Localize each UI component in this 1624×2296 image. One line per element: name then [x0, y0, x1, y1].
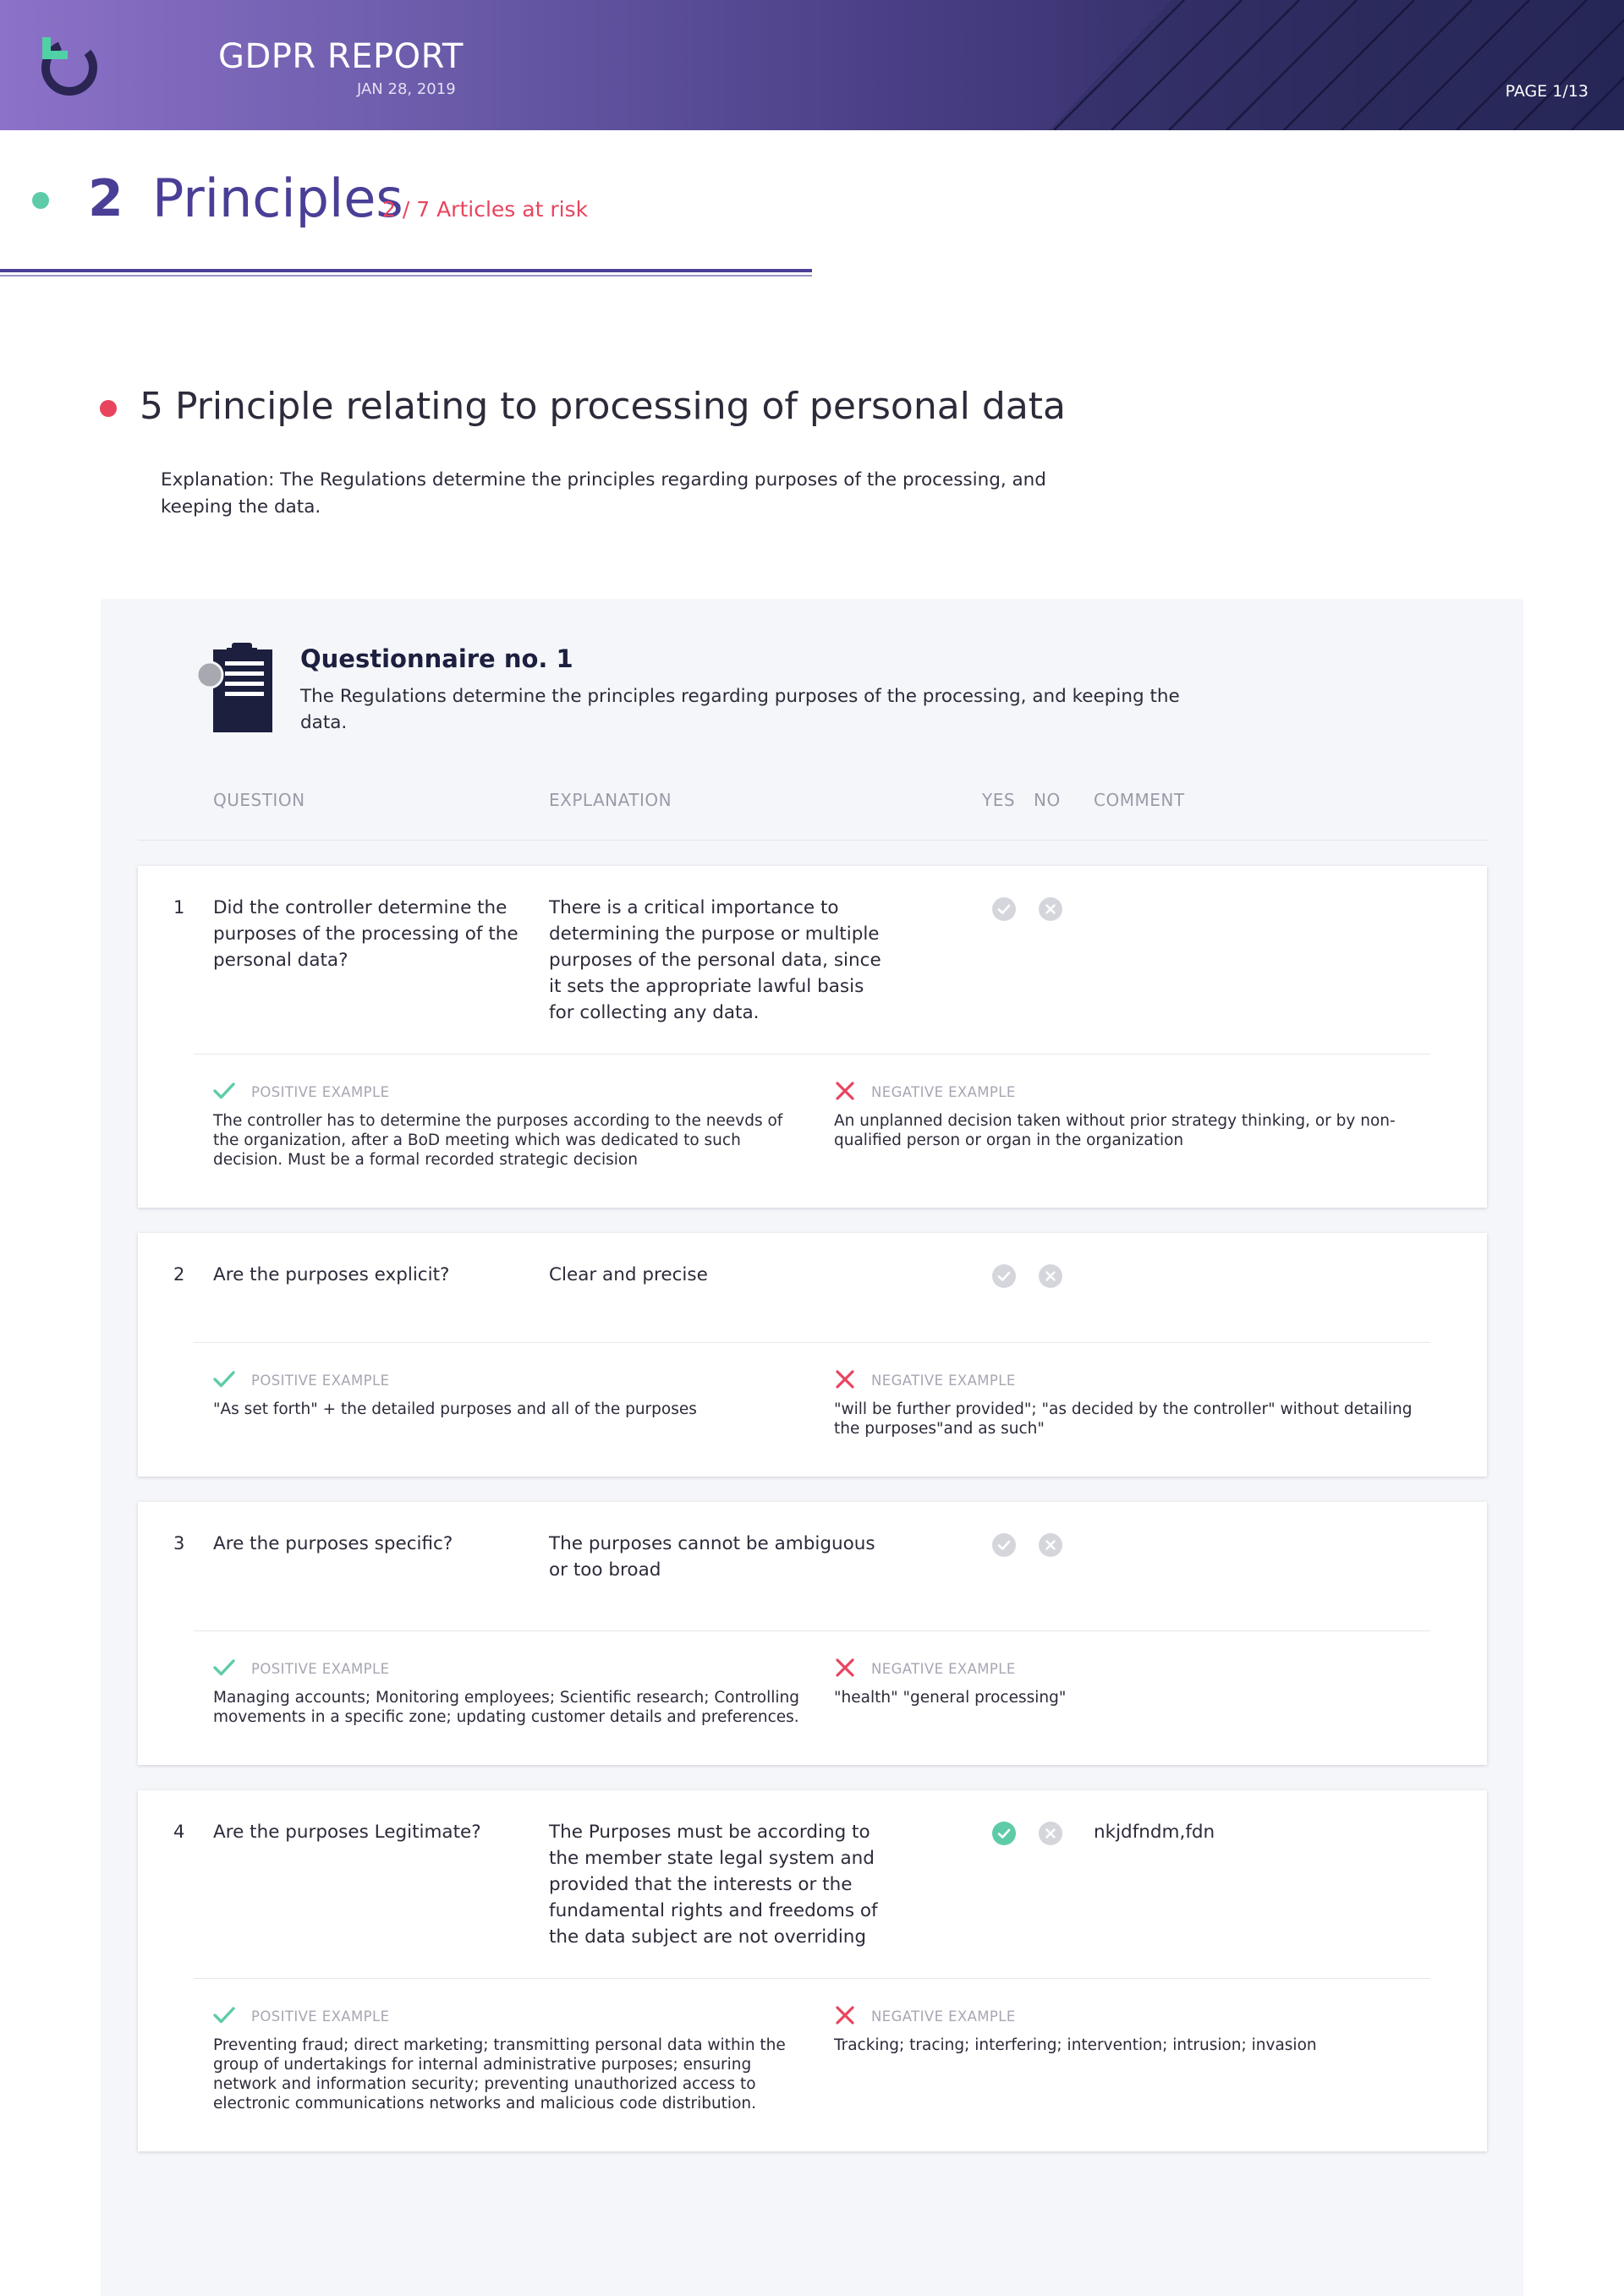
negative-cross-icon: [834, 2006, 856, 2025]
question-explanation: Clear and precise: [549, 1264, 708, 1285]
column-header-no: NO: [1034, 790, 1061, 810]
card-divider: [194, 1342, 1430, 1343]
positive-example-label: POSITIVE EXAMPLE: [251, 2008, 390, 2025]
no-cross-icon[interactable]: [1039, 1822, 1062, 1845]
section-risk-count: 2 / 7 Articles at risk: [382, 197, 589, 222]
question-number: 1: [173, 897, 185, 918]
yes-check-icon[interactable]: [992, 1264, 1016, 1288]
positive-check-icon: [213, 1082, 235, 1100]
yes-check-icon-selected[interactable]: [992, 1822, 1016, 1845]
positive-example-label: POSITIVE EXAMPLE: [251, 1373, 390, 1389]
article-risk-dot: [100, 400, 117, 417]
column-header-question: QUESTION: [213, 790, 305, 810]
column-header-explanation: EXPLANATION: [549, 790, 672, 810]
negative-example-text: "will be further provided"; "as decided by the controller" without detailing the purposes"and as such": [834, 1400, 1413, 1438]
no-cross-icon[interactable]: [1039, 1533, 1062, 1557]
question-text: Did the controller determine the purposes of the processing of the personal data?: [213, 897, 518, 971]
question-explanation: There is a critical importance to determining the purpose or multiple purposes of the personal data, since it sets the appropriate lawful basis for collecting any data.: [549, 897, 881, 1023]
article-title: 5 Principle relating to processing of personal data: [140, 385, 1066, 428]
positive-example-text: The controller has to determine the purposes according to the neevds of the organization, after a BoD meeting which was dedicated to such decision. Must be a formal recorded strategic decision: [213, 1112, 783, 1169]
report-header: [0, 0, 1624, 130]
negative-example-text: Tracking; tracing; interfering; intervention; intrusion; invasion: [834, 2036, 1317, 2054]
card-divider: [194, 1978, 1430, 1979]
negative-example-text: "health" "general processing": [834, 1689, 1067, 1707]
question-card: [138, 1790, 1487, 2151]
positive-example-text: "As set forth" + the detailed purposes and all of the purposes: [213, 1400, 697, 1418]
company-logo-icon: [34, 32, 100, 98]
section-status-dot: [32, 192, 49, 209]
question-text: Are the purposes specific?: [213, 1533, 453, 1554]
section-divider: [0, 269, 812, 272]
card-divider: [194, 1054, 1430, 1055]
column-header-divider: [138, 840, 1487, 841]
positive-example-label: POSITIVE EXAMPLE: [251, 1661, 390, 1677]
report-title: GDPR REPORT: [218, 37, 464, 76]
section-title: Principles: [152, 167, 403, 229]
question-comment: nkjdfndm,fdn: [1094, 1822, 1215, 1843]
yes-check-icon[interactable]: [992, 897, 1016, 921]
positive-example-text: Managing accounts; Monitoring employees; Scientific research; Controlling movements in a specific zone; updating customer details and preferences.: [213, 1689, 799, 1726]
positive-check-icon: [213, 2006, 235, 2025]
negative-example-text: An unplanned decision taken without prior strategy thinking, or by non-qualified person or organ in the organization: [834, 1112, 1396, 1149]
yes-check-icon[interactable]: [992, 1533, 1016, 1557]
positive-check-icon: [213, 1658, 235, 1677]
question-text: Are the purposes Legitimate?: [213, 1822, 481, 1843]
negative-example-label: NEGATIVE EXAMPLE: [871, 2008, 1016, 2025]
question-number: 4: [173, 1822, 185, 1842]
question-card: [138, 1502, 1487, 1765]
positive-example-label: POSITIVE EXAMPLE: [251, 1084, 390, 1100]
card-divider: [194, 1630, 1430, 1631]
negative-cross-icon: [834, 1082, 856, 1100]
column-header-comment: COMMENT: [1094, 790, 1185, 810]
question-card: [138, 866, 1487, 1208]
question-number: 3: [173, 1533, 185, 1553]
clipboard-icon: [196, 643, 274, 732]
report-date: JAN 28, 2019: [357, 80, 456, 98]
question-explanation: The purposes cannot be ambiguous or too broad: [549, 1533, 875, 1581]
negative-example-label: NEGATIVE EXAMPLE: [871, 1661, 1016, 1677]
questionnaire-title: Questionnaire no. 1: [300, 644, 573, 673]
negative-cross-icon: [834, 1658, 856, 1677]
questionnaire-description: The Regulations determine the principles regarding purposes of the processing, and keeping the data.: [300, 686, 1180, 733]
question-number: 2: [173, 1264, 185, 1285]
page-indicator: PAGE 1/13: [1505, 82, 1588, 101]
section-number: 2: [88, 169, 123, 228]
question-card: [138, 1233, 1487, 1477]
no-cross-icon[interactable]: [1039, 897, 1062, 921]
positive-example-text: Preventing fraud; direct marketing; transmitting personal data within the group of undertakings for internal administrative purposes; ensuring network and information security; preventing unauthorized access to electronic communications networks and malicious code distribution.: [213, 2036, 786, 2112]
article-explanation: Explanation: The Regulations determine the principles regarding purposes of the processing, and keeping the data.: [161, 469, 1046, 518]
positive-check-icon: [213, 1370, 235, 1389]
no-cross-icon[interactable]: [1039, 1264, 1062, 1288]
question-text: Are the purposes explicit?: [213, 1264, 450, 1285]
section-divider-thin: [0, 275, 812, 277]
negative-example-label: NEGATIVE EXAMPLE: [871, 1373, 1016, 1389]
question-explanation: The Purposes must be according to the member state legal system and provided that the interests or the fundamental rights and freedoms of the data subject are not overriding: [549, 1822, 878, 1948]
negative-cross-icon: [834, 1370, 856, 1389]
negative-example-label: NEGATIVE EXAMPLE: [871, 1084, 1016, 1100]
column-header-yes: YES: [982, 790, 1016, 810]
